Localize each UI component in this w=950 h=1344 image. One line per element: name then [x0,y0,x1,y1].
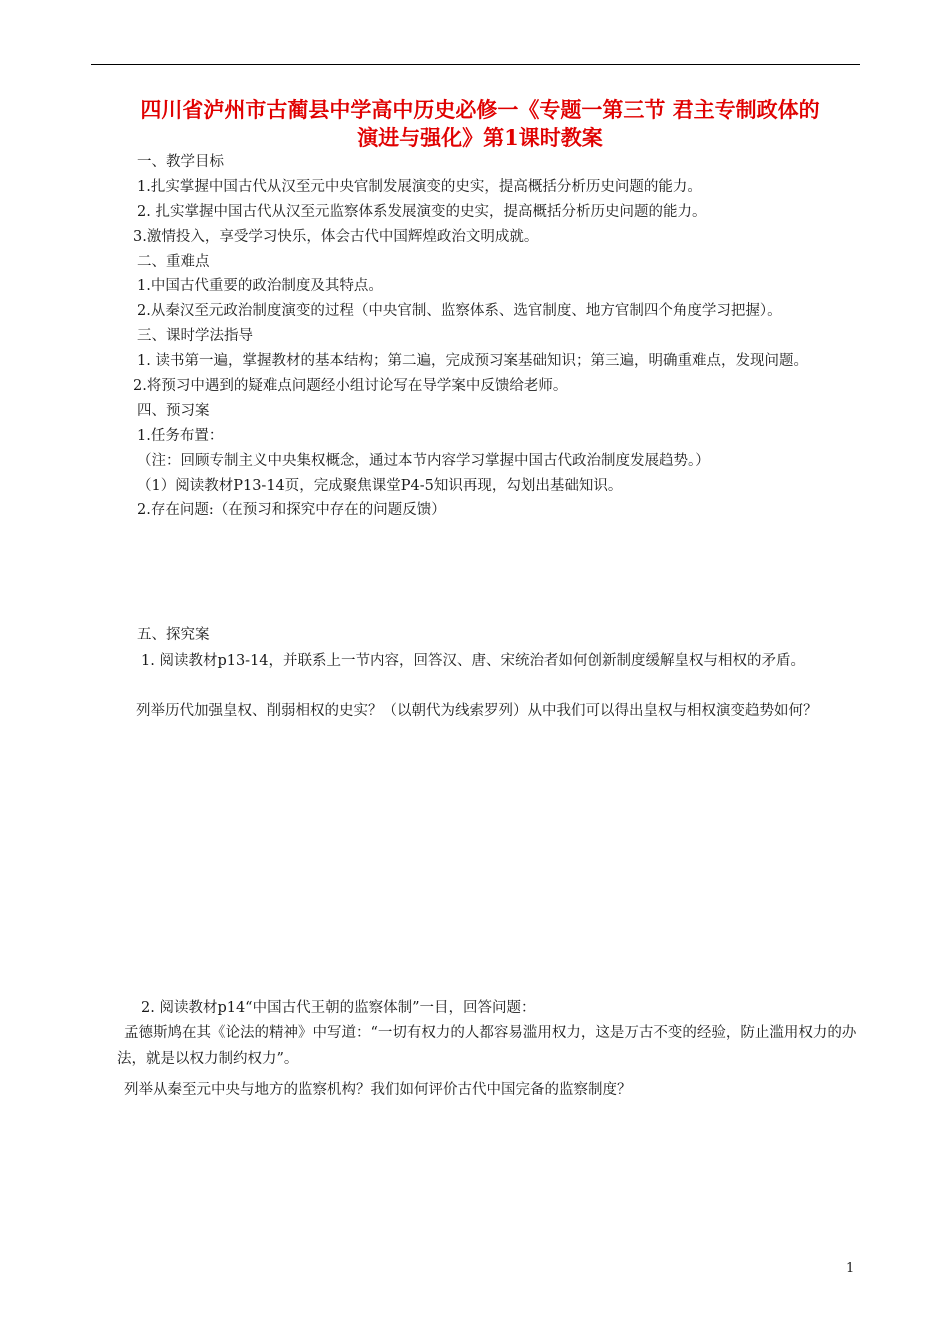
preview-problems: 2.存在问题:（在预习和探究中存在的问题反馈） [137,502,446,518]
title-line-2: 演进与强化》第1课时教案 [357,125,603,150]
section-heading-preview: 四、预习案 [137,403,210,419]
section-heading-method: 三、课时学法指导 [137,328,253,344]
preview-note: （注：回顾专制主义中央集权概念，通过本节内容学习掌握中国古代政治制度发展趋势。） [137,453,710,469]
method-1: 1. 读书第一遍，掌握教材的基本结构；第二遍，完成预习案基础知识；第三遍，明确重难点，发现问题。 [137,353,808,369]
objective-3: 3.激情投入，享受学习快乐，体会古代中国辉煌政治文明成就。 [133,229,539,245]
montesquieu-quote: 孟德斯鸠在其《论法的精神》中写道：“一切有权力的人都容易滥用权力，这是万古不变的经验，防止滥用权力的办法，就是以权力制约权力”。 [117,1025,857,1067]
inquiry-question-2: 2. 阅读教材p14“中国古代王朝的监察体制”一目，回答问题： [141,1000,536,1016]
page-number: 1 [846,1261,855,1276]
section-heading-key-points: 二、重难点 [137,254,210,270]
document-title [100,96,860,152]
preview-task: 1.任务布置： [137,428,224,444]
key-point-2: 2.从秦汉至元政治制度演变的过程（中央官制、监察体系、选官制度、地方官制四个角度学习把握）。 [137,303,782,319]
key-point-1: 1.中国古代重要的政治制度及其特点。 [137,278,383,294]
preview-reading: （1）阅读教材P13-14页，完成聚焦课堂P4-5知识再现，勾划出基础知识。 [137,478,623,494]
header-rule [91,64,860,65]
section-heading-inquiry: 五、探究案 [137,627,210,643]
method-2: 2.将预习中遇到的疑难点问题经小组讨论写在导学案中反馈给老师。 [133,378,568,394]
inquiry-question-1-followup: 列举历代加强皇权、削弱相权的史实？（以朝代为线索罗列）从中我们可以得出皇权与相权演变趋势如何？ [136,703,818,719]
objective-1: 1.扎实掌握中国古代从汉至元中央官制发展演变的史实，提高概括分析历史问题的能力。 [137,179,702,195]
inquiry-question-1: 1. 阅读教材p13-14，并联系上一节内容，回答汉、唐、宋统治者如何创新制度缓解皇权与相权的矛盾。 [141,653,806,669]
objective-2: 2. 扎实掌握中国古代从汉至元监察体系发展演变的史实，提高概括分析历史问题的能力。 [137,204,707,220]
section-heading-objectives: 一、教学目标 [137,154,224,170]
title-line-1: 四川省泸州市古蔺县中学高中历史必修一《专题一第三节 君主专制政体的 [140,97,820,122]
inquiry-question-2-followup: 列举从秦至元中央与地方的监察机构？我们如何评价古代中国完备的监察制度？ [124,1082,632,1098]
